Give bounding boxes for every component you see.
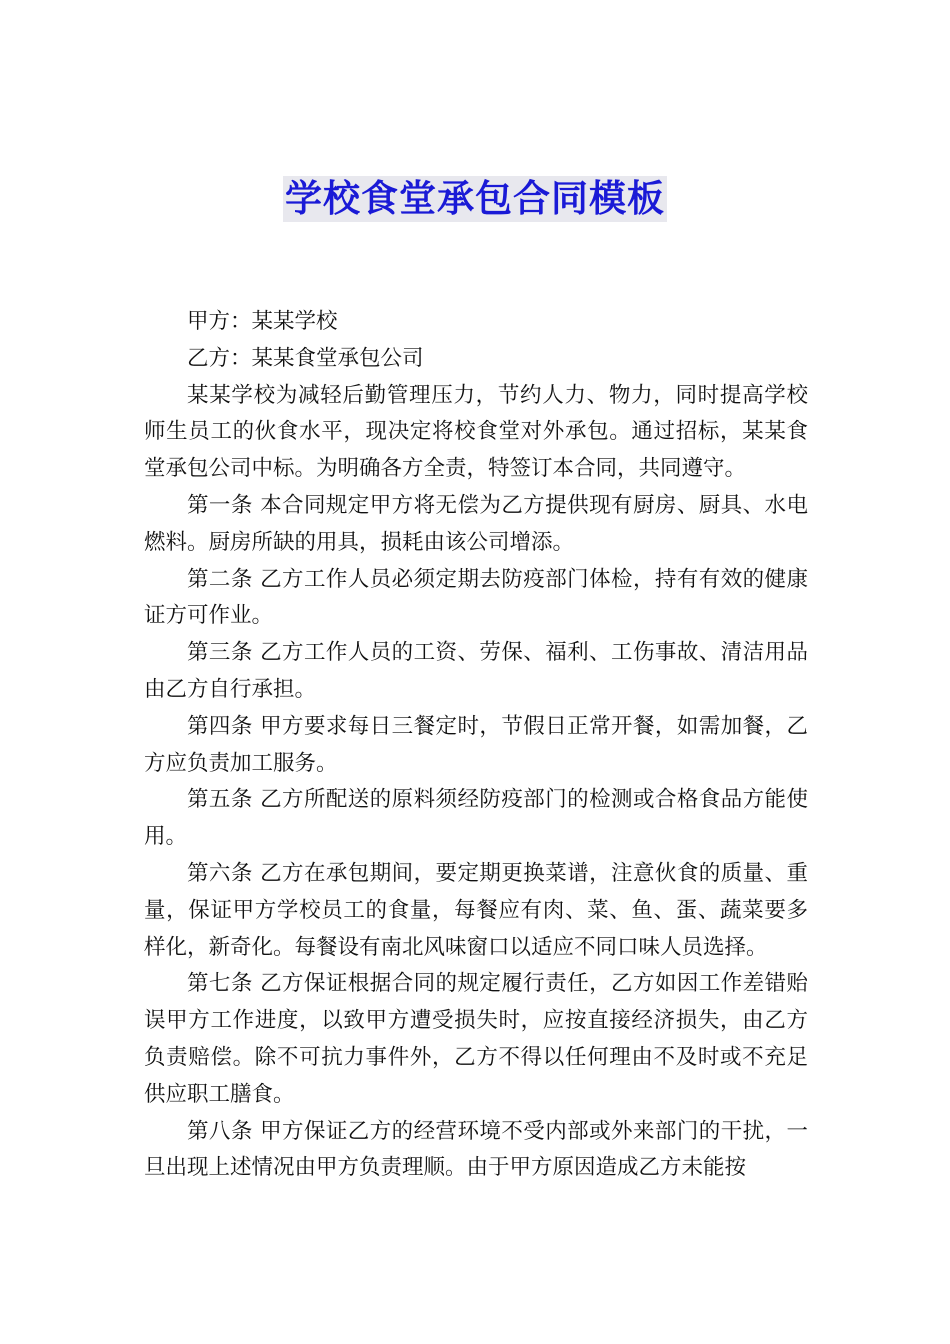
title-container <box>0 176 950 222</box>
article-3: 第三条 乙方工作人员的工资、劳保、福利、工伤事故、清洁用品由乙方自行承担。 <box>144 640 808 702</box>
article-6: 第六条 乙方在承包期间，要定期更换菜谱，注意伙食的质量、重量，保证甲方学校员工的食量，每餐应有肉、菜、鱼、蛋、蔬菜要多样化，新奇化。每餐设有南北风味窗口以适应不同口味人员选择。 <box>144 860 808 960</box>
preamble-paragraph: 某某学校为减轻后勤管理压力，节约人力、物力，同时提高学校师生员工的伙食水平，现决定将校食堂对外承包。通过招标，某某食堂承包公司中标。为明确各方全责，特签订本合同，共同遵守。 <box>144 382 808 482</box>
party-a-line: 甲方：某某学校 <box>187 309 338 334</box>
article-8: 第八条 甲方保证乙方的经营环境不受内部或外来部门的干扰，一旦出现上述情况由甲方负责理顺。由于甲方原因造成乙方未能按 <box>144 1118 808 1181</box>
article-1: 第一条 本合同规定甲方将无偿为乙方提供现有厨房、厨具、水电燃料。厨房所缺的用具，损耗由该公司增添。 <box>144 492 808 555</box>
document-title: 学校食堂承包合同模板 <box>285 177 665 220</box>
article-7: 第七条 乙方保证根据合同的规定履行责任，乙方如因工作差错贻误甲方工作进度，以致甲方遭受损失时，应按直接经济损失，由乙方负责赔偿。除不可抗力事件外，乙方不得以任何理由不及时或不充足供应职工膳食。 <box>144 971 808 1107</box>
party-b-line: 乙方：某某食堂承包公司 <box>187 345 424 371</box>
document-body <box>144 304 808 1187</box>
article-4: 第四条 甲方要求每日三餐定时，节假日正常开餐，如需加餐，乙方应负责加工服务。 <box>144 713 808 776</box>
article-5: 第五条 乙方所配送的原料须经防疫部门的检测或合格食品方能使用。 <box>144 787 808 850</box>
article-2: 第二条 乙方工作人员必须定期去防疫部门体检，持有有效的健康证方可作业。 <box>144 566 808 629</box>
